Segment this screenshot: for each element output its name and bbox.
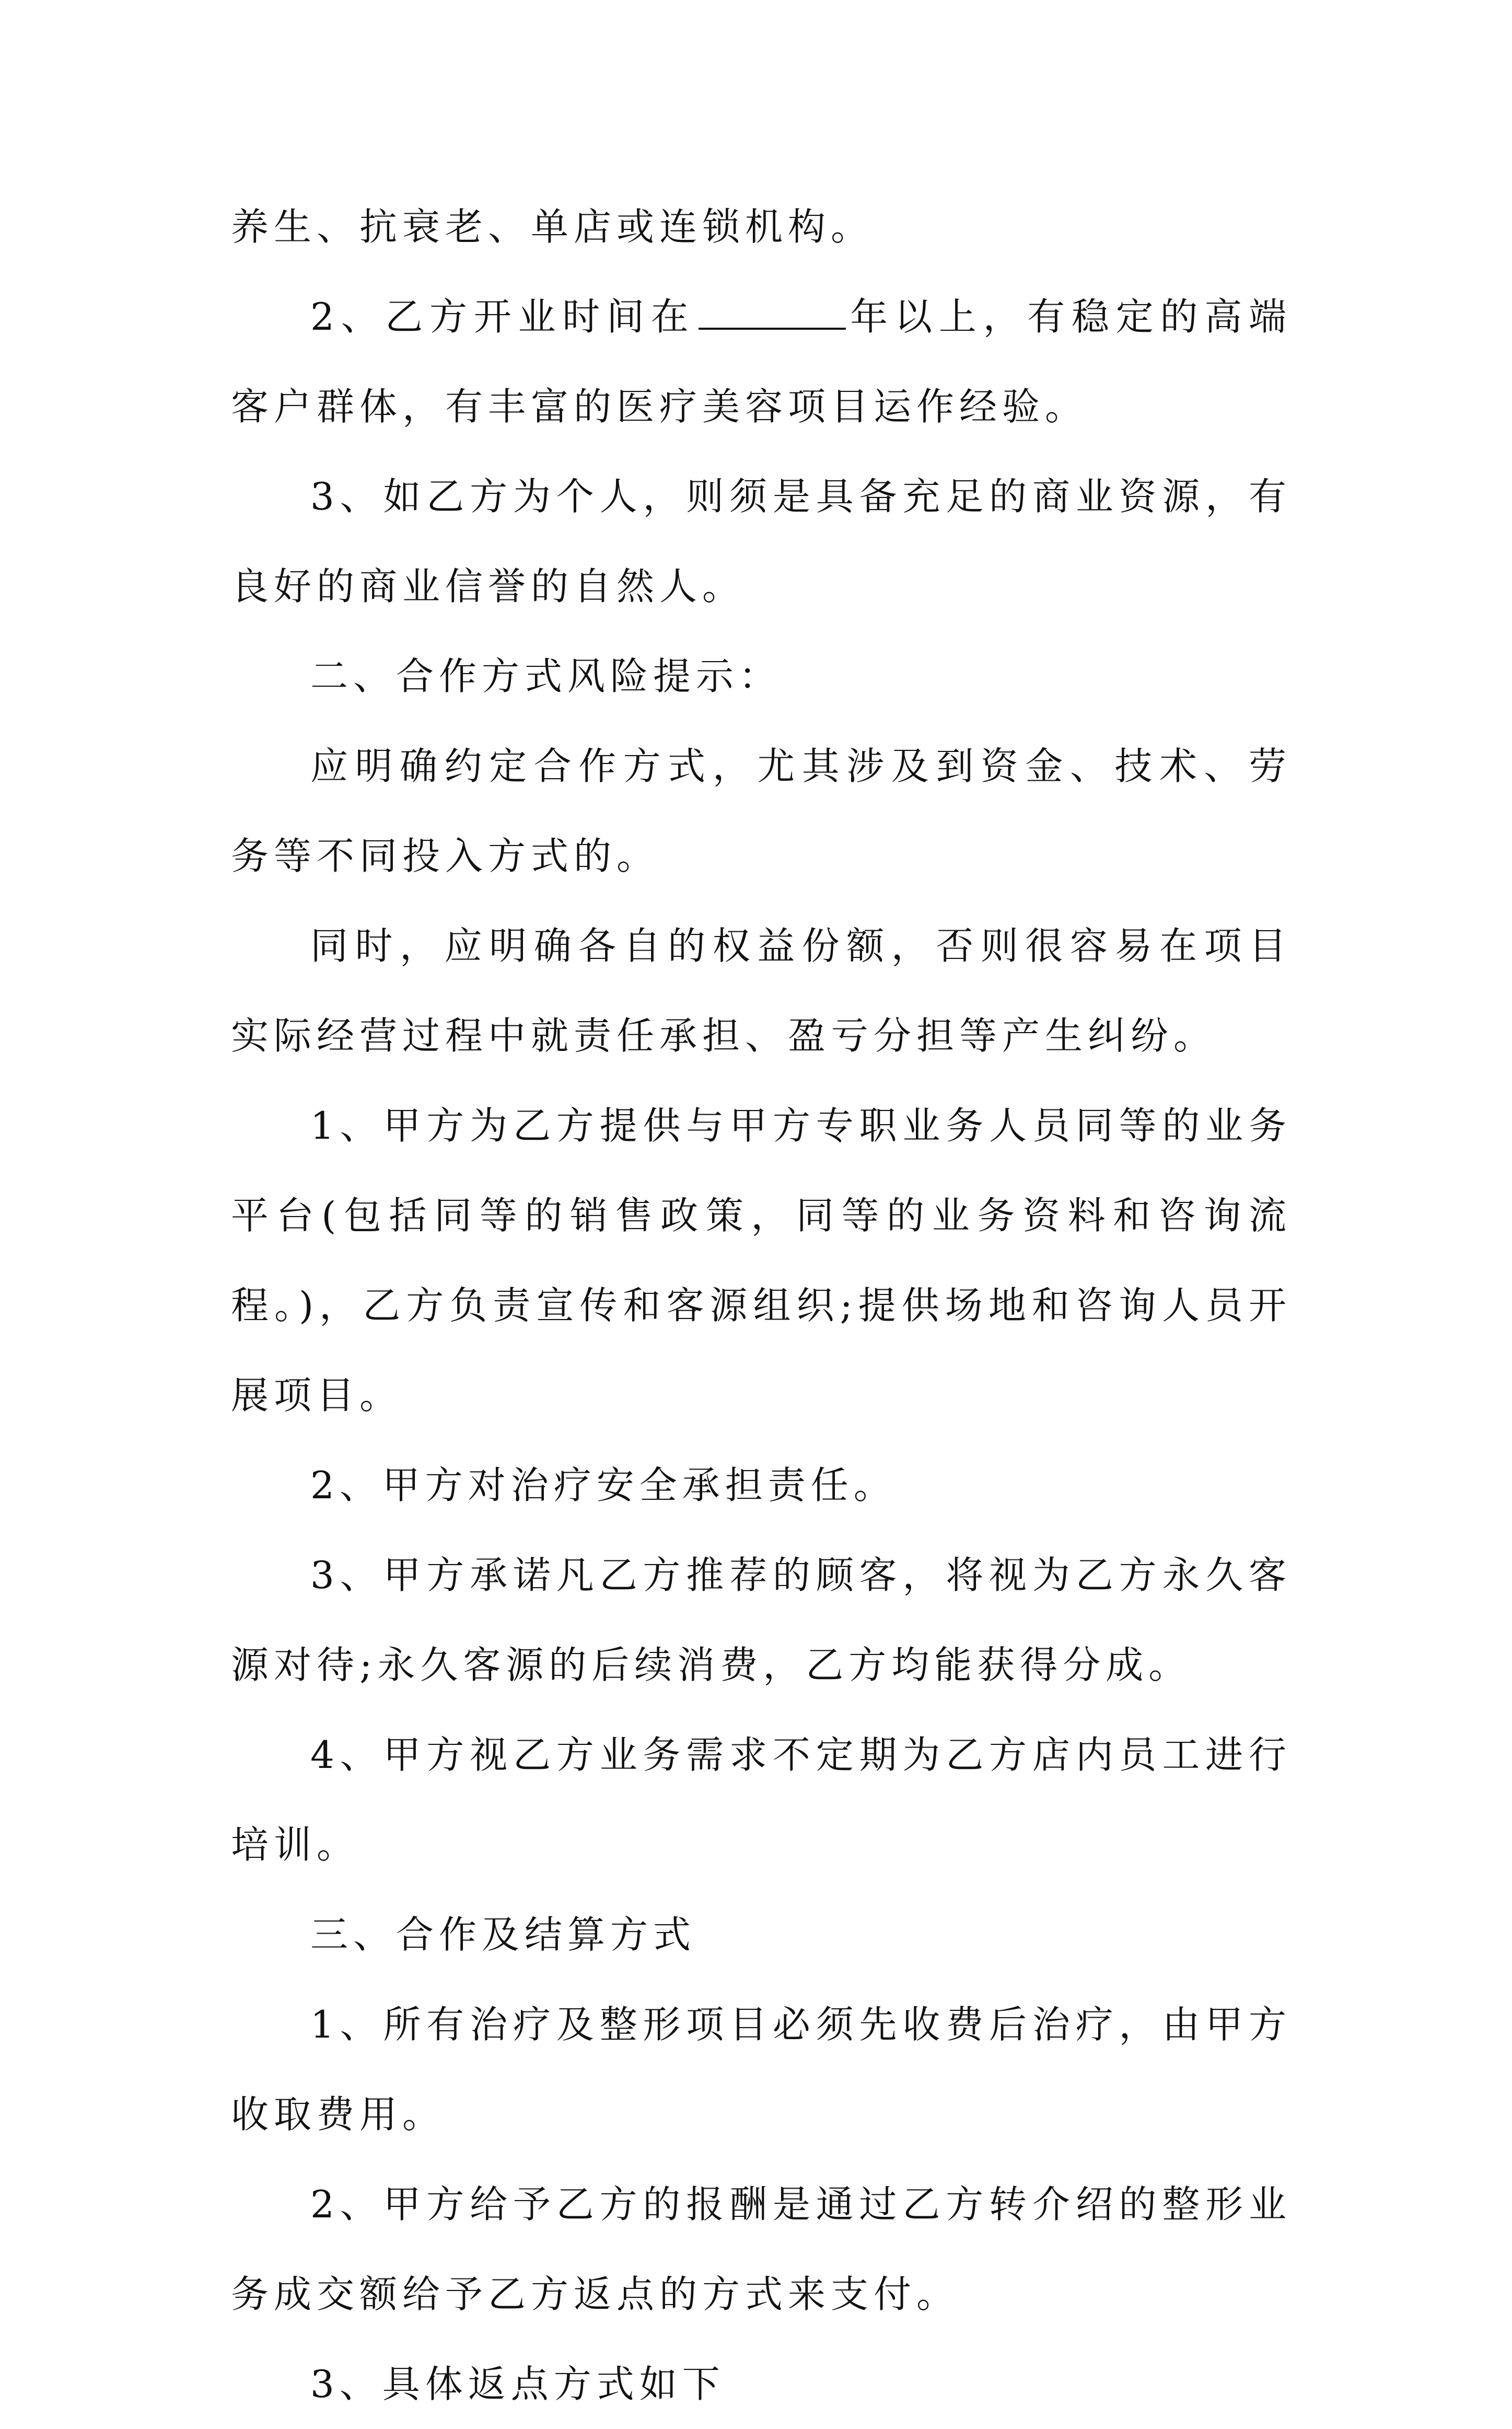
paragraph-equity-share: 同时，应明确各自的权益份额，否则很容易在项目实际经营过程中就责任承担、盈亏分担等产生纠纷。: [231, 924, 1292, 1058]
clause-rebate-payment: 2、甲方给予乙方的报酬是通过乙方转介绍的整形业务成交额给予乙方返点的方式来支付。: [231, 2182, 1292, 2316]
fill-in-blank-years[interactable]: [699, 323, 846, 330]
section-heading-risk: 二、合作方式风险提示：: [310, 654, 782, 698]
clause-opening-years-after: 年以上，有稳定的高端客户群体，有丰富的医疗美容项目运作经验。: [231, 295, 1292, 429]
clause-permanent-clients: 3、甲方承诺凡乙方推荐的顾客，将视为乙方永久客源对待;永久客源的后续消费，乙方均能获得分成。: [231, 1553, 1292, 1687]
clause-opening-years: [231, 272, 1292, 452]
paragraph-cooperation-mode: 应明确约定合作方式，尤其涉及到资金、技术、劳务等不同投入方式的。: [231, 744, 1292, 878]
clause-rebate-method: 3、具体返点方式如下: [310, 2362, 725, 2406]
clause-opening-years-before: 2、乙方开业时间在: [310, 295, 695, 339]
clause-treatment-safety: 2、甲方对治疗安全承担责任。: [310, 1463, 897, 1507]
section-heading-settlement: 三、合作及结算方式: [310, 1913, 696, 1957]
clause-business-platform: 1、甲方为乙方提供与甲方专职业务人员同等的业务平台(包括同等的销售政策，同等的业务资料和咨询流程。)，乙方负责宣传和客源组织;提供场地和咨询人员开展项目。: [231, 1104, 1292, 1417]
clause-individual-requirement: 3、如乙方为个人，则须是具备充足的商业资源，有良好的商业信誉的自然人。: [231, 475, 1292, 608]
document-body: [231, 182, 1292, 2429]
paragraph-continuation: 养生、抗衰老、单店或连锁机构。: [231, 205, 874, 249]
clause-staff-training: 4、甲方视乙方业务需求不定期为乙方店内员工进行培训。: [231, 1733, 1292, 1867]
clause-prepayment: 1、所有治疗及整形项目必须先收费后治疗，由甲方收取费用。: [231, 2003, 1292, 2136]
